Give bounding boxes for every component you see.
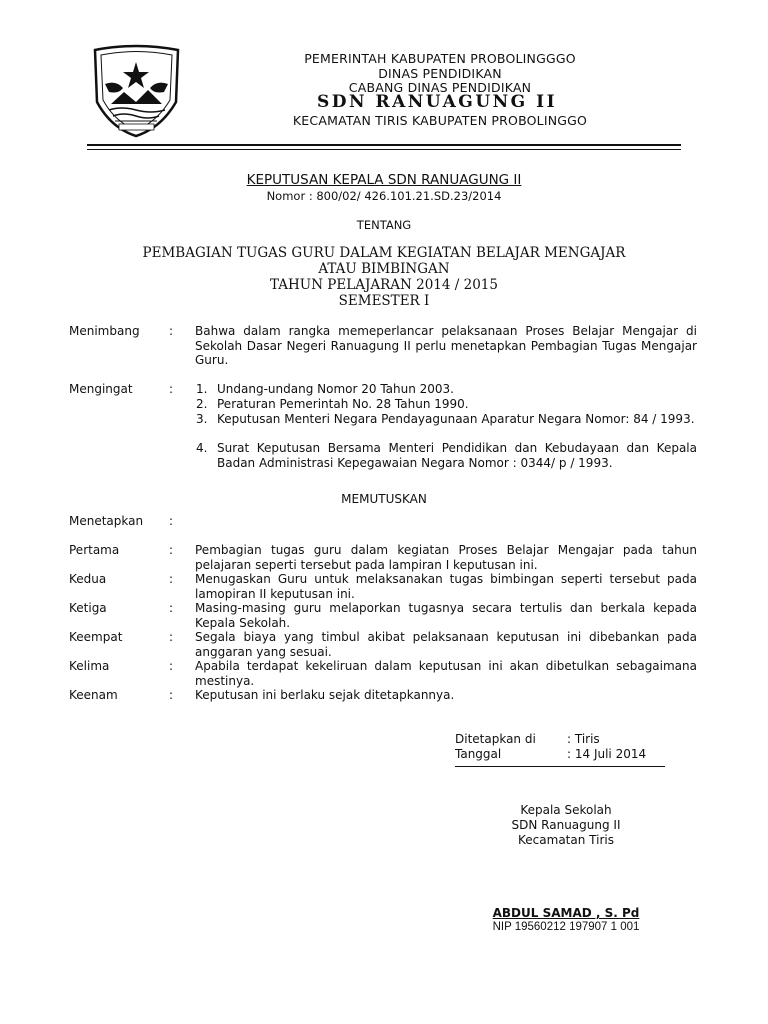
decides-heading: MEMUTUSKAN	[341, 492, 427, 506]
signatory-school: SDN Ranuagung II	[511, 818, 621, 832]
clause-label: Keenam	[69, 688, 118, 702]
topic-line-3: TAHUN PELAJARAN 2014 / 2015	[270, 277, 498, 293]
establishes-colon: :	[169, 514, 174, 528]
recalling-item: Undang-undang Nomor 20 Tahun 2003.	[217, 382, 454, 396]
establishes-label: Menetapkan	[69, 514, 144, 528]
clause-label: Kelima	[69, 659, 110, 673]
recalling-item-number: 4.	[196, 441, 208, 455]
recalling-item-number: 2.	[196, 397, 208, 411]
clause-colon: :	[169, 688, 174, 702]
clause-label: Kedua	[69, 572, 107, 586]
signatory-role: Kepala Sekolah	[520, 803, 612, 817]
recalling-item: Peraturan Pemerintah No. 28 Tahun 1990.	[217, 397, 469, 411]
established-at-value: : Tiris	[567, 732, 600, 746]
recalling-item-number: 3.	[196, 412, 208, 426]
regency-crest-logo	[91, 44, 182, 139]
clause-colon: :	[169, 601, 174, 615]
signatory-nip: NIP 19560212 197907 1 001	[492, 921, 640, 933]
recalling-label: Mengingat	[69, 382, 133, 396]
considering-colon: :	[169, 324, 174, 338]
clause-text: Apabila terdapat kekeliruan dalam keputusan ini akan dibetulkan sebagaimana mestinya.	[195, 659, 697, 688]
clause-colon: :	[169, 630, 174, 644]
recalling-item: Surat Keputusan Bersama Menteri Pendidikan dan Kebudayaan dan Kepala Badan Administrasi Kepegawaian Negara Nomor : 0344/ p / 1993.	[217, 441, 697, 470]
clause-text: Keputusan ini berlaku sejak ditetapkannya.	[195, 688, 455, 702]
clause-text: Pembagian tugas guru dalam kegiatan Proses Belajar Mengajar pada tahun pelajaran seperti tersebut pada lampiran I keputusan ini.	[195, 543, 697, 572]
considering-text: Bahwa dalam rangka memeperlancar pelaksanaan Proses Belajar Mengajar di Sekolah Dasar Negeri Ranuagung II perlu menetapkan Pembagian Tugas Mengajar Guru.	[195, 324, 697, 367]
signatory-name: ABDUL SAMAD , S. Pd	[492, 906, 640, 920]
date-label: Tanggal	[455, 747, 502, 761]
topic-line-4: SEMESTER I	[338, 293, 430, 309]
regarding-label: TENTANG	[356, 218, 412, 232]
letterhead-rule-thick	[87, 144, 681, 146]
decision-number: Nomor : 800/02/ 426.101.21.SD.23/2014	[266, 189, 502, 203]
letterhead-rule-thin	[87, 149, 681, 150]
letterhead-branch: CABANG DINAS PENDIDIKAN	[348, 80, 532, 95]
decision-title: KEPUTUSAN KEPALA SDN RANUAGUNG II	[246, 172, 522, 188]
clause-colon: :	[169, 572, 174, 586]
letterhead-department: DINAS PENDIDIKAN	[378, 66, 502, 81]
clause-label: Keempat	[69, 630, 123, 644]
established-at-label: Ditetapkan di	[455, 732, 536, 746]
letterhead-government: PEMERINTAH KABUPATEN PROBOLINGGGO	[304, 51, 576, 66]
recalling-item: Keputusan Menteri Negara Pendayagunaan Aparatur Negara Nomor: 84 / 1993.	[217, 412, 695, 426]
topic-line-1: PEMBAGIAN TUGAS GURU DALAM KEGIATAN BELAJAR MENGAJAR	[142, 245, 626, 261]
considering-label: Menimbang	[69, 324, 140, 338]
topic-line-2: ATAU BIMBINGAN	[318, 261, 450, 277]
recalling-colon: :	[169, 382, 174, 396]
signatory-district: Kecamatan Tiris	[518, 833, 614, 847]
date-value: : 14 Juli 2014	[567, 747, 647, 761]
clause-label: Ketiga	[69, 601, 107, 615]
clause-text: Segala biaya yang timbul akibat pelaksanaan keputusan ini dibebankan pada anggaran yang sesuai.	[195, 630, 697, 659]
clause-label: Pertama	[69, 543, 120, 557]
clause-colon: :	[169, 543, 174, 557]
signature-rule	[455, 766, 665, 767]
clause-text: Menugaskan Guru untuk melaksanakan tugas bimbingan seperti tersebut pada lamopiran II keputusan ini.	[195, 572, 697, 601]
letterhead-district: KECAMATAN TIRIS KABUPATEN PROBOLINGGO	[292, 113, 588, 128]
recalling-item-number: 1.	[196, 382, 208, 396]
clause-text: Masing-masing guru melaporkan tugasnya secara tertulis dan berkala kepada Kepala Sekolah.	[195, 601, 697, 630]
clause-colon: :	[169, 659, 174, 673]
letterhead-school-name: SDN RANUAGUNG II	[316, 92, 558, 112]
